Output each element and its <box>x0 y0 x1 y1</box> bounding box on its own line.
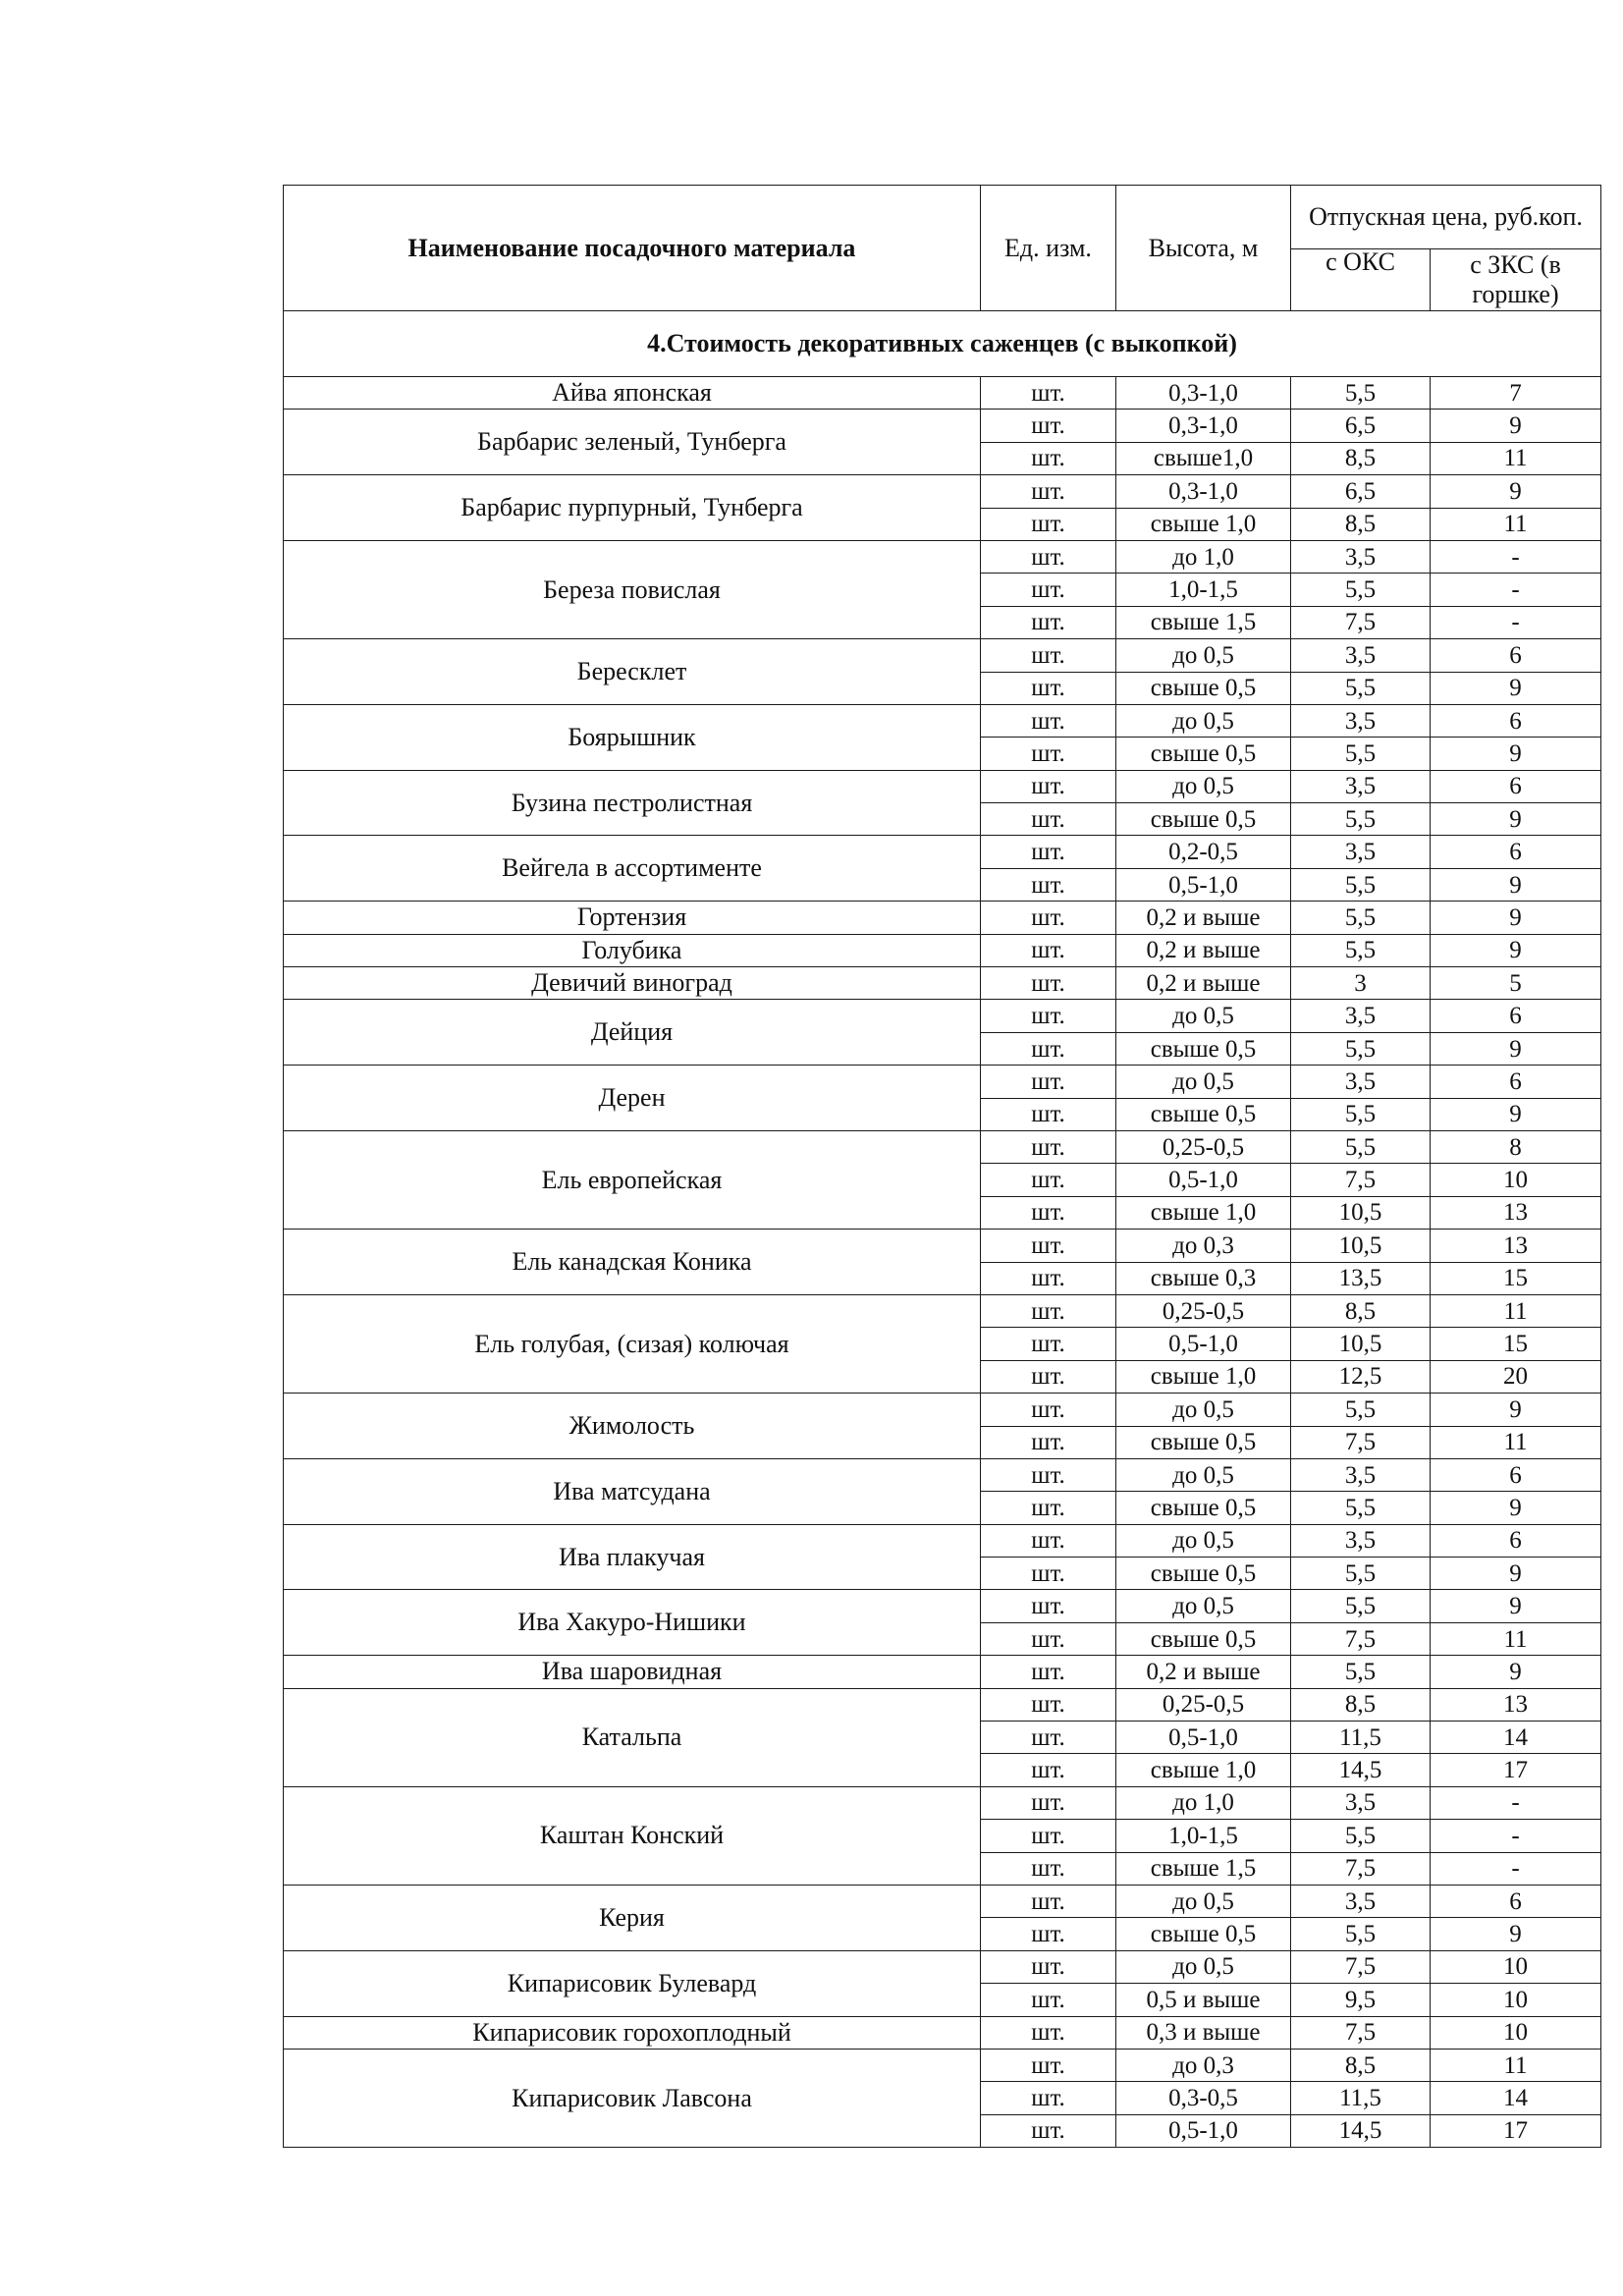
price-zks-cell: 11 <box>1431 1622 1601 1655</box>
height-cell: 0,2 и выше <box>1116 967 1291 1000</box>
price-zks-cell: - <box>1431 540 1601 573</box>
height-cell: до 0,5 <box>1116 1000 1291 1032</box>
height-cell: свыше 0,5 <box>1116 1558 1291 1590</box>
header-unit: Ед. изм. <box>981 186 1116 311</box>
unit-cell: шт. <box>981 967 1116 1000</box>
price-oks-cell: 3,5 <box>1291 1458 1431 1491</box>
price-zks-cell: 11 <box>1431 1294 1601 1327</box>
height-cell: 0,2 и выше <box>1116 1656 1291 1688</box>
price-oks-cell: 13,5 <box>1291 1262 1431 1294</box>
plant-name: Барбарис зеленый, Тунберга <box>284 410 981 475</box>
price-zks-cell: - <box>1431 1852 1601 1885</box>
plant-name: Катальпа <box>284 1688 981 1786</box>
unit-cell: шт. <box>981 770 1116 802</box>
height-cell: 0,25-0,5 <box>1116 1294 1291 1327</box>
price-zks-cell: 14 <box>1431 1722 1601 1754</box>
plant-name: Айва японская <box>284 377 981 410</box>
price-oks-cell: 3,5 <box>1291 836 1431 868</box>
price-oks-cell: 5,5 <box>1291 1492 1431 1524</box>
plant-name: Боярышник <box>284 704 981 770</box>
height-cell: свыше 0,5 <box>1116 672 1291 704</box>
price-zks-cell: 6 <box>1431 836 1601 868</box>
height-cell: 0,5-1,0 <box>1116 1722 1291 1754</box>
unit-cell: шт. <box>981 1230 1116 1262</box>
price-zks-cell: 9 <box>1431 1098 1601 1130</box>
height-cell: свыше 0,5 <box>1116 1918 1291 1950</box>
height-cell: 0,2-0,5 <box>1116 836 1291 868</box>
header-price: Отпускная цена, руб.коп. <box>1291 186 1601 249</box>
unit-cell: шт. <box>981 934 1116 966</box>
price-zks-cell: 6 <box>1431 1000 1601 1032</box>
height-cell: 0,3-0,5 <box>1116 2082 1291 2114</box>
plant-name: Дерен <box>284 1066 981 1131</box>
plant-name: Ива матсудана <box>284 1458 981 1524</box>
unit-cell: шт. <box>981 1458 1116 1491</box>
price-zks-cell: 7 <box>1431 377 1601 410</box>
price-oks-cell: 7,5 <box>1291 606 1431 638</box>
price-oks-cell: 5,5 <box>1291 1394 1431 1426</box>
unit-cell: шт. <box>981 1360 1116 1393</box>
price-oks-cell: 7,5 <box>1291 1622 1431 1655</box>
height-cell: свыше1,0 <box>1116 442 1291 474</box>
unit-cell: шт. <box>981 1032 1116 1065</box>
height-cell: до 0,5 <box>1116 1066 1291 1098</box>
table-row <box>284 1885 1601 1917</box>
height-cell: свыше 0,5 <box>1116 1032 1291 1065</box>
price-oks-cell: 11,5 <box>1291 1722 1431 1754</box>
header-height: Высота, м <box>1116 186 1291 311</box>
price-zks-cell: 9 <box>1431 475 1601 508</box>
plant-name: Барбарис пурпурный, Тунберга <box>284 475 981 541</box>
table-row <box>284 1394 1601 1426</box>
unit-cell: шт. <box>981 1394 1116 1426</box>
price-oks-cell: 8,5 <box>1291 442 1431 474</box>
price-zks-cell: 9 <box>1431 868 1601 901</box>
unit-cell: шт. <box>981 1294 1116 1327</box>
table-row <box>284 967 1601 1000</box>
price-zks-cell: 9 <box>1431 1558 1601 1590</box>
price-zks-cell: 14 <box>1431 2082 1601 2114</box>
plant-name: Жимолость <box>284 1394 981 1459</box>
header-name: Наименование посадочного материала <box>284 186 981 311</box>
price-zks-cell: 9 <box>1431 1492 1601 1524</box>
plant-name: Каштан Конский <box>284 1786 981 1885</box>
price-oks-cell: 3,5 <box>1291 704 1431 737</box>
price-oks-cell: 14,5 <box>1291 2114 1431 2147</box>
price-oks-cell: 5,5 <box>1291 1098 1431 1130</box>
unit-cell: шт. <box>981 902 1116 934</box>
price-oks-cell: 5,5 <box>1291 902 1431 934</box>
unit-cell: шт. <box>981 1885 1116 1917</box>
unit-cell: шт. <box>981 672 1116 704</box>
price-oks-cell: 5,5 <box>1291 1820 1431 1852</box>
price-oks-cell: 14,5 <box>1291 1754 1431 1786</box>
price-zks-cell: 10 <box>1431 1164 1601 1196</box>
price-oks-cell: 7,5 <box>1291 1852 1431 1885</box>
price-table <box>283 185 1601 2148</box>
price-oks-cell: 5,5 <box>1291 1130 1431 1163</box>
price-zks-cell: 9 <box>1431 672 1601 704</box>
plant-name: Ива плакучая <box>284 1524 981 1590</box>
table-row <box>284 1656 1601 1688</box>
unit-cell: шт. <box>981 606 1116 638</box>
price-oks-cell: 3,5 <box>1291 770 1431 802</box>
table-row <box>284 1130 1601 1163</box>
price-zks-cell: 11 <box>1431 508 1601 540</box>
price-oks-cell: 8,5 <box>1291 1688 1431 1721</box>
table-row <box>284 770 1601 802</box>
price-oks-cell: 8,5 <box>1291 1294 1431 1327</box>
price-oks-cell: 3,5 <box>1291 1885 1431 1917</box>
price-oks-cell: 5,5 <box>1291 1918 1431 1950</box>
height-cell: свыше 0,5 <box>1116 803 1291 836</box>
price-zks-cell: 9 <box>1431 1394 1601 1426</box>
unit-cell: шт. <box>981 410 1116 442</box>
price-oks-cell: 5,5 <box>1291 934 1431 966</box>
price-oks-cell: 7,5 <box>1291 1164 1431 1196</box>
price-oks-cell: 3,5 <box>1291 1786 1431 1819</box>
price-zks-cell: 6 <box>1431 1524 1601 1557</box>
height-cell: 1,0-1,5 <box>1116 1820 1291 1852</box>
price-oks-cell: 8,5 <box>1291 508 1431 540</box>
unit-cell: шт. <box>981 1164 1116 1196</box>
price-zks-cell: 17 <box>1431 2114 1601 2147</box>
height-cell: 0,5 и выше <box>1116 1984 1291 2016</box>
unit-cell: шт. <box>981 1984 1116 2016</box>
price-oks-cell: 5,5 <box>1291 377 1431 410</box>
price-oks-cell: 11,5 <box>1291 2082 1431 2114</box>
price-zks-cell: 17 <box>1431 1754 1601 1786</box>
height-cell: 0,25-0,5 <box>1116 1130 1291 1163</box>
unit-cell: шт. <box>981 442 1116 474</box>
price-zks-cell: 6 <box>1431 639 1601 672</box>
price-oks-cell: 9,5 <box>1291 1984 1431 2016</box>
price-oks-cell: 7,5 <box>1291 1950 1431 1983</box>
unit-cell: шт. <box>981 1918 1116 1950</box>
plant-name: Дейция <box>284 1000 981 1066</box>
price-zks-cell: 10 <box>1431 1950 1601 1983</box>
unit-cell: шт. <box>981 1688 1116 1721</box>
height-cell: свыше 0,5 <box>1116 1426 1291 1458</box>
height-cell: 0,2 и выше <box>1116 934 1291 966</box>
unit-cell: шт. <box>981 1950 1116 1983</box>
plant-name: Кипарисовик горохоплодный <box>284 2016 981 2049</box>
price-zks-cell: 20 <box>1431 1360 1601 1393</box>
unit-cell: шт. <box>981 1130 1116 1163</box>
table-row <box>284 540 1601 573</box>
unit-cell: шт. <box>981 1656 1116 1688</box>
unit-cell: шт. <box>981 475 1116 508</box>
unit-cell: шт. <box>981 2114 1116 2147</box>
price-zks-cell: 13 <box>1431 1688 1601 1721</box>
height-cell: до 0,5 <box>1116 1524 1291 1557</box>
unit-cell: шт. <box>981 803 1116 836</box>
unit-cell: шт. <box>981 2016 1116 2049</box>
unit-cell: шт. <box>981 836 1116 868</box>
price-zks-cell: 9 <box>1431 410 1601 442</box>
unit-cell: шт. <box>981 1066 1116 1098</box>
table-row <box>284 1066 1601 1098</box>
unit-cell: шт. <box>981 1590 1116 1622</box>
plant-name: Ива Хакуро-Нишики <box>284 1590 981 1656</box>
price-zks-cell: 15 <box>1431 1328 1601 1360</box>
height-cell: 0,3 и выше <box>1116 2016 1291 2049</box>
price-zks-cell: 13 <box>1431 1230 1601 1262</box>
height-cell: свыше 1,0 <box>1116 1360 1291 1393</box>
unit-cell: шт. <box>981 1852 1116 1885</box>
price-oks-cell: 5,5 <box>1291 1590 1431 1622</box>
price-zks-cell: 9 <box>1431 902 1601 934</box>
height-cell: до 0,5 <box>1116 1885 1291 1917</box>
height-cell: до 0,5 <box>1116 1950 1291 1983</box>
price-zks-cell: 6 <box>1431 1885 1601 1917</box>
height-cell: до 0,5 <box>1116 770 1291 802</box>
price-oks-cell: 3,5 <box>1291 1066 1431 1098</box>
price-zks-cell: 9 <box>1431 934 1601 966</box>
price-oks-cell: 7,5 <box>1291 2016 1431 2049</box>
table-row <box>284 1294 1601 1327</box>
price-zks-cell: 9 <box>1431 1032 1601 1065</box>
plant-name: Вейгела в ассортименте <box>284 836 981 902</box>
plant-name: Ель голубая, (сизая) колючая <box>284 1294 981 1393</box>
price-oks-cell: 5,5 <box>1291 803 1431 836</box>
height-cell: 1,0-1,5 <box>1116 574 1291 606</box>
unit-cell: шт. <box>981 1622 1116 1655</box>
plant-name: Береза повислая <box>284 540 981 638</box>
table-row <box>284 1000 1601 1032</box>
price-oks-cell: 5,5 <box>1291 1558 1431 1590</box>
height-cell: до 0,3 <box>1116 1230 1291 1262</box>
table-row <box>284 2016 1601 2049</box>
price-oks-cell: 5,5 <box>1291 1032 1431 1065</box>
price-zks-cell: - <box>1431 606 1601 638</box>
price-oks-cell: 5,5 <box>1291 868 1431 901</box>
table-row <box>284 902 1601 934</box>
table-row <box>284 704 1601 737</box>
height-cell: свыше 1,5 <box>1116 1852 1291 1885</box>
price-zks-cell: 6 <box>1431 1066 1601 1098</box>
height-cell: свыше 0,5 <box>1116 1492 1291 1524</box>
unit-cell: шт. <box>981 377 1116 410</box>
price-zks-cell: 9 <box>1431 1918 1601 1950</box>
unit-cell: шт. <box>981 868 1116 901</box>
plant-name: Ель европейская <box>284 1130 981 1229</box>
price-zks-cell: 11 <box>1431 2049 1601 2081</box>
table-row <box>284 1950 1601 1983</box>
unit-cell: шт. <box>981 704 1116 737</box>
unit-cell: шт. <box>981 1524 1116 1557</box>
height-cell: 0,3-1,0 <box>1116 475 1291 508</box>
price-oks-cell: 12,5 <box>1291 1360 1431 1393</box>
table-row <box>284 377 1601 410</box>
unit-cell: шт. <box>981 2082 1116 2114</box>
height-cell: до 1,0 <box>1116 540 1291 573</box>
unit-cell: шт. <box>981 1820 1116 1852</box>
table-row <box>284 1688 1601 1721</box>
price-oks-cell: 10,5 <box>1291 1328 1431 1360</box>
unit-cell: шт. <box>981 1786 1116 1819</box>
unit-cell: шт. <box>981 1492 1116 1524</box>
price-oks-cell: 3,5 <box>1291 540 1431 573</box>
height-cell: 0,2 и выше <box>1116 902 1291 934</box>
price-zks-cell: 11 <box>1431 442 1601 474</box>
height-cell: 0,5-1,0 <box>1116 868 1291 901</box>
height-cell: 0,5-1,0 <box>1116 2114 1291 2147</box>
header-price-oks: с ОКС <box>1291 249 1431 311</box>
height-cell: до 0,5 <box>1116 704 1291 737</box>
plant-name: Ель канадская Коника <box>284 1230 981 1295</box>
table-row <box>284 639 1601 672</box>
plant-name: Бузина пестролистная <box>284 770 981 836</box>
plant-name: Керия <box>284 1885 981 1950</box>
height-cell: свыше 0,5 <box>1116 1098 1291 1130</box>
price-zks-cell: 15 <box>1431 1262 1601 1294</box>
price-oks-cell: 6,5 <box>1291 410 1431 442</box>
table-row <box>284 836 1601 868</box>
price-zks-cell: 6 <box>1431 704 1601 737</box>
height-cell: до 0,5 <box>1116 639 1291 672</box>
table-row <box>284 934 1601 966</box>
unit-cell: шт. <box>981 508 1116 540</box>
price-zks-cell: - <box>1431 574 1601 606</box>
height-cell: свыше 1,0 <box>1116 508 1291 540</box>
price-zks-cell: - <box>1431 1786 1601 1819</box>
price-zks-cell: 8 <box>1431 1130 1601 1163</box>
unit-cell: шт. <box>981 1098 1116 1130</box>
price-zks-cell: 10 <box>1431 2016 1601 2049</box>
height-cell: свыше 0,5 <box>1116 738 1291 770</box>
height-cell: 0,5-1,0 <box>1116 1164 1291 1196</box>
height-cell: до 0,5 <box>1116 1394 1291 1426</box>
price-zks-cell: 6 <box>1431 1458 1601 1491</box>
price-oks-cell: 8,5 <box>1291 2049 1431 2081</box>
price-oks-cell: 5,5 <box>1291 1656 1431 1688</box>
price-zks-cell: 9 <box>1431 1656 1601 1688</box>
plant-name: Кипарисовик Булевард <box>284 1950 981 2016</box>
table-row <box>284 1458 1601 1491</box>
height-cell: 0,3-1,0 <box>1116 410 1291 442</box>
unit-cell: шт. <box>981 1328 1116 1360</box>
plant-name: Гортензия <box>284 902 981 934</box>
price-zks-cell: 6 <box>1431 770 1601 802</box>
price-zks-cell: 13 <box>1431 1196 1601 1229</box>
height-cell: свыше 1,5 <box>1116 606 1291 638</box>
unit-cell: шт. <box>981 1196 1116 1229</box>
plant-name: Голубика <box>284 934 981 966</box>
unit-cell: шт. <box>981 1722 1116 1754</box>
price-zks-cell: 10 <box>1431 1984 1601 2016</box>
price-zks-cell: 9 <box>1431 803 1601 836</box>
height-cell: свыше 0,3 <box>1116 1262 1291 1294</box>
table-row <box>284 1230 1601 1262</box>
price-zks-cell: 9 <box>1431 738 1601 770</box>
table-row <box>284 2049 1601 2081</box>
height-cell: до 0,5 <box>1116 1590 1291 1622</box>
unit-cell: шт. <box>981 1558 1116 1590</box>
unit-cell: шт. <box>981 1754 1116 1786</box>
height-cell: свыше 0,5 <box>1116 1622 1291 1655</box>
price-oks-cell: 3,5 <box>1291 639 1431 672</box>
plant-name: Кипарисовик Лавсона <box>284 2049 981 2147</box>
price-zks-cell: 5 <box>1431 967 1601 1000</box>
unit-cell: шт. <box>981 574 1116 606</box>
table-row <box>284 475 1601 508</box>
height-cell: 0,25-0,5 <box>1116 1688 1291 1721</box>
unit-cell: шт. <box>981 1426 1116 1458</box>
price-zks-cell: 9 <box>1431 1590 1601 1622</box>
price-oks-cell: 10,5 <box>1291 1196 1431 1229</box>
plant-name: Бересклет <box>284 639 981 705</box>
plant-name: Девичий виноград <box>284 967 981 1000</box>
unit-cell: шт. <box>981 639 1116 672</box>
price-oks-cell: 3,5 <box>1291 1000 1431 1032</box>
price-oks-cell: 7,5 <box>1291 1426 1431 1458</box>
price-oks-cell: 5,5 <box>1291 574 1431 606</box>
height-cell: свыше 1,0 <box>1116 1754 1291 1786</box>
price-oks-cell: 10,5 <box>1291 1230 1431 1262</box>
unit-cell: шт. <box>981 1262 1116 1294</box>
price-oks-cell: 3,5 <box>1291 1524 1431 1557</box>
table-row <box>284 1524 1601 1557</box>
price-oks-cell: 3 <box>1291 967 1431 1000</box>
section-title: 4.Стоимость декоративных саженцев (с выкопкой) <box>284 311 1601 377</box>
height-cell: до 0,3 <box>1116 2049 1291 2081</box>
height-cell: 0,5-1,0 <box>1116 1328 1291 1360</box>
plant-name: Ива шаровидная <box>284 1656 981 1688</box>
unit-cell: шт. <box>981 1000 1116 1032</box>
price-oks-cell: 5,5 <box>1291 738 1431 770</box>
table-row <box>284 1590 1601 1622</box>
table-row <box>284 1786 1601 1819</box>
height-cell: 0,3-1,0 <box>1116 377 1291 410</box>
table-header <box>284 186 1601 311</box>
price-oks-cell: 5,5 <box>1291 672 1431 704</box>
price-zks-cell: - <box>1431 1820 1601 1852</box>
header-price-zks: с ЗКС (в горшке) <box>1431 249 1601 311</box>
table-row <box>284 410 1601 442</box>
height-cell: до 1,0 <box>1116 1786 1291 1819</box>
price-oks-cell: 6,5 <box>1291 475 1431 508</box>
unit-cell: шт. <box>981 738 1116 770</box>
height-cell: свыше 1,0 <box>1116 1196 1291 1229</box>
height-cell: до 0,5 <box>1116 1458 1291 1491</box>
unit-cell: шт. <box>981 540 1116 573</box>
price-zks-cell: 11 <box>1431 1426 1601 1458</box>
unit-cell: шт. <box>981 2049 1116 2081</box>
table-body <box>284 311 1601 2148</box>
